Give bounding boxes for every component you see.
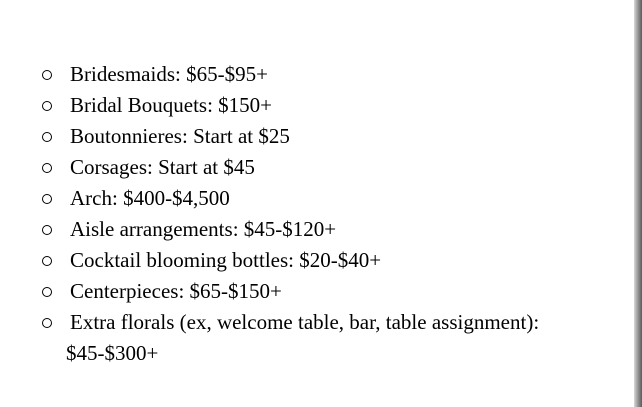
list-item — [0, 307, 634, 369]
list-item — [0, 59, 634, 90]
list-item-text: Centerpieces: $65-$150+ — [70, 279, 282, 303]
price-list — [0, 59, 634, 369]
hollow-circle-bullet-icon — [42, 318, 52, 328]
hollow-circle-bullet-icon — [42, 132, 52, 142]
list-item — [0, 90, 634, 121]
list-item — [0, 121, 634, 152]
hollow-circle-bullet-icon — [42, 194, 52, 204]
list-item-continuation-text: $45-$300+ — [66, 341, 159, 365]
hollow-circle-bullet-icon — [42, 101, 52, 111]
list-item — [0, 183, 634, 214]
list-item-text: Bridal Bouquets: $150+ — [70, 93, 273, 117]
hollow-circle-bullet-icon — [42, 256, 52, 266]
list-item-text: Arch: $400-$4,500 — [70, 186, 230, 210]
hollow-circle-bullet-icon — [42, 70, 52, 80]
list-item-text: Bridesmaids: $65-$95+ — [70, 62, 268, 86]
list-item-text: Aisle arrangements: $45-$120+ — [70, 217, 337, 241]
list-item — [0, 214, 634, 245]
list-item — [0, 152, 634, 183]
list-item — [0, 276, 634, 307]
hollow-circle-bullet-icon — [42, 163, 52, 173]
list-item-text: Corsages: Start at $45 — [70, 155, 255, 179]
list-item — [0, 245, 634, 276]
hollow-circle-bullet-icon — [42, 225, 52, 235]
list-item-text: Cocktail blooming bottles: $20-$40+ — [70, 248, 382, 272]
list-item-text: Boutonnieres: Start at $25 — [70, 124, 290, 148]
list-item-text: Extra florals (ex, welcome table, bar, table assignment): — [70, 310, 540, 334]
page-edge-shadow — [634, 0, 642, 407]
hollow-circle-bullet-icon — [42, 287, 52, 297]
